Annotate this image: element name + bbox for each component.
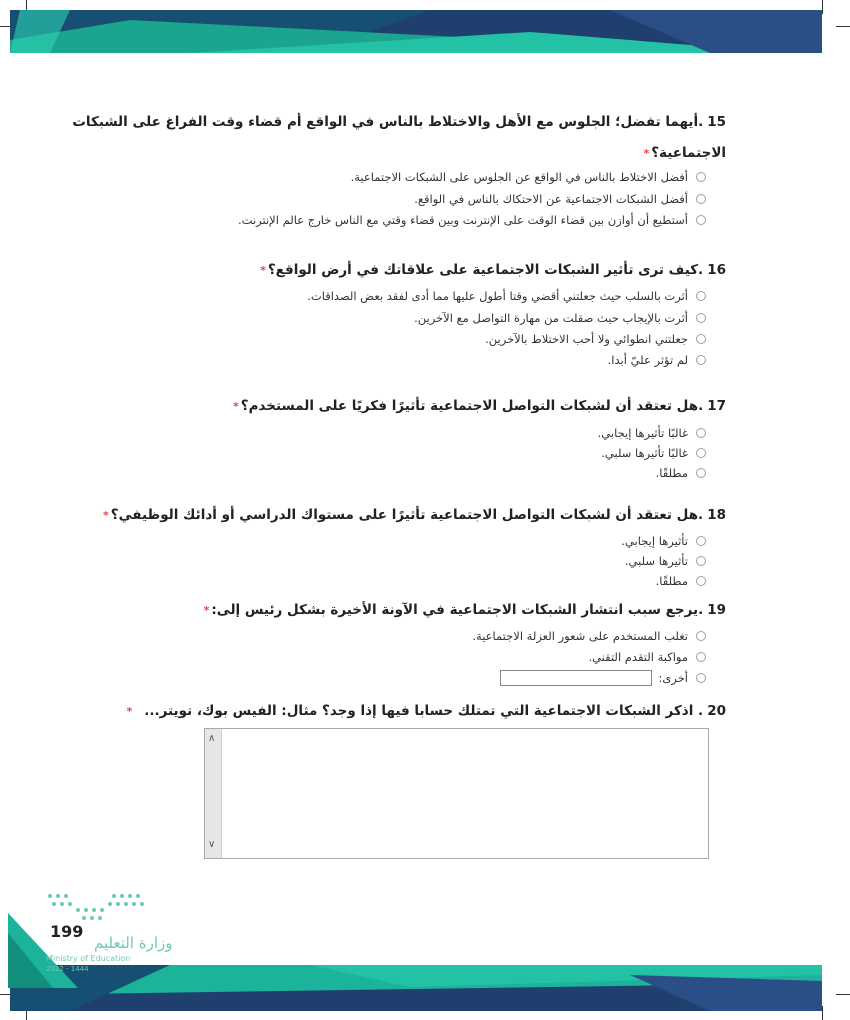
- option-label: مطلقًا.: [655, 574, 688, 588]
- ministry-name-arabic: وزارة التعليم: [94, 934, 173, 952]
- option-label: غالبًا تأثيرها سلبي.: [601, 446, 688, 460]
- required-mark: *: [643, 147, 650, 160]
- radio-button[interactable]: [696, 652, 706, 662]
- question-number: 16: [707, 262, 726, 278]
- q19-option-1[interactable]: [472, 629, 706, 643]
- option-label: تأثيرها إيجابي.: [621, 534, 688, 548]
- option-label: أخرى:: [658, 671, 688, 685]
- radio-button[interactable]: [696, 428, 706, 438]
- q15-option-3[interactable]: [238, 213, 706, 227]
- radio-button[interactable]: [696, 334, 706, 344]
- option-label: أثرت بالسلب حيث جعلتني أقضي وقتا أطول عليها مما أدى لفقد بعض الصداقات.: [307, 289, 688, 303]
- q19-option-3[interactable]: [500, 670, 706, 686]
- question-number: 17: [707, 398, 726, 414]
- question-17-title: [233, 398, 726, 414]
- question-text: .يرجع سبب انتشار الشبكات الاجتماعية في الآونة الأخيرة بشكل رئيس إلى:: [211, 602, 704, 618]
- option-label: لم تؤثر عليّ أبدا.: [607, 353, 688, 367]
- required-mark: *: [103, 509, 109, 522]
- q16-option-2[interactable]: [414, 311, 706, 325]
- q18-option-2[interactable]: [625, 554, 706, 568]
- option-label: مطلقًا.: [655, 466, 688, 480]
- option-label: أثرت بالإيجاب حيث صقلت من مهارة التواصل مع الآخرين.: [414, 311, 688, 325]
- q18-option-1[interactable]: [621, 534, 706, 548]
- question-text: .أيهما تفضل؛ الجلوس مع الأهل والاختلاط بالناس في الواقع أم قضاء وقت الفراغ على الشبكات: [72, 114, 704, 130]
- question-18-title: [103, 507, 726, 523]
- option-label: مواكبة التقدم التقني.: [588, 650, 688, 664]
- question-number: 15: [707, 114, 726, 130]
- radio-button[interactable]: [696, 536, 706, 546]
- q19-option-2[interactable]: [588, 650, 706, 664]
- option-label: تأثيرها سلبي.: [624, 554, 688, 568]
- radio-button[interactable]: [696, 313, 706, 323]
- question-text: .هل تعتقد أن لشبكات التواصل الاجتماعية تأثيرًا فكريًا على المستخدم؟: [240, 398, 704, 414]
- question-15-title: [72, 114, 726, 130]
- scroll-up-icon[interactable]: ∧: [208, 733, 216, 744]
- crop-mark: [836, 994, 850, 995]
- answer-textarea[interactable]: [204, 728, 709, 859]
- q17-option-2[interactable]: [601, 446, 706, 460]
- q16-option-3[interactable]: [485, 332, 706, 346]
- question-text: .هل تعتقد أن لشبكات التواصل الاجتماعية تأثيرًا على مستواك الدراسي أو أدائك الوظيفي؟: [110, 507, 704, 523]
- required-mark: *: [232, 400, 239, 413]
- crop-mark: [836, 26, 850, 27]
- option-label: تغلب المستخدم على شعور العزلة الاجتماعية.: [472, 629, 688, 643]
- question-19-title: [204, 602, 726, 618]
- q18-option-3[interactable]: [656, 574, 706, 588]
- radio-button[interactable]: [696, 448, 706, 458]
- option-label: غالبًا تأثيرها إيجابي.: [597, 426, 688, 440]
- question-text: .كيف ترى تأثير الشبكات الاجتماعية على علاقاتك في أرض الواقع؟: [267, 262, 704, 278]
- q16-option-4[interactable]: [608, 353, 706, 367]
- radio-button[interactable]: [696, 215, 706, 225]
- ministry-name-english: Ministry of Education: [46, 954, 131, 963]
- q16-option-1[interactable]: [307, 289, 706, 303]
- question-20-title: [127, 703, 727, 719]
- question-16-title: [260, 262, 726, 278]
- required-mark: *: [260, 264, 266, 277]
- edition-year: 2022 - 1444: [46, 965, 89, 973]
- footer-banner: [10, 965, 822, 1011]
- required-mark: *: [126, 705, 133, 718]
- required-mark: *: [203, 604, 210, 617]
- q17-option-3[interactable]: [656, 466, 706, 480]
- q17-option-1[interactable]: [598, 426, 706, 440]
- radio-button[interactable]: [696, 631, 706, 641]
- radio-button[interactable]: [696, 194, 706, 204]
- question-number: 20: [707, 703, 726, 719]
- crop-mark: [822, 0, 823, 14]
- q15-option-2[interactable]: [414, 192, 706, 206]
- textarea-scrollbar[interactable]: [205, 729, 222, 858]
- radio-button[interactable]: [696, 291, 706, 301]
- radio-button[interactable]: [696, 172, 706, 182]
- other-text-input[interactable]: [500, 670, 652, 686]
- page-number: 199: [50, 922, 84, 941]
- question-text: الاجتماعية؟: [651, 145, 726, 161]
- option-label: أفضل الشبكات الاجتماعية عن الاحتكاك بالناس في الواقع.: [414, 192, 688, 206]
- header-banner: [10, 10, 822, 53]
- scroll-down-icon[interactable]: ∨: [208, 839, 216, 850]
- question-number: 19: [707, 602, 726, 618]
- option-label: أفضل الاختلاط بالناس في الواقع عن الجلوس على الشبكات الاجتماعية.: [350, 170, 688, 184]
- radio-button[interactable]: [696, 556, 706, 566]
- question-15-title-continued: [643, 145, 726, 161]
- radio-button[interactable]: [696, 355, 706, 365]
- q15-option-1[interactable]: [351, 170, 706, 184]
- question-text: . اذكر الشبكات الاجتماعية التي تمتلك حسابا فيها إذا وجد؟ مثال: الفيس بوك، تويتر...: [144, 703, 704, 719]
- option-label: جعلتني انطوائي ولا أحب الاختلاط بالآخرين.: [485, 332, 688, 346]
- question-number: 18: [707, 507, 726, 523]
- radio-button[interactable]: [696, 468, 706, 478]
- radio-button[interactable]: [696, 576, 706, 586]
- crop-mark: [822, 1006, 823, 1020]
- option-label: أستطيع أن أوازن بين قضاء الوقت على الإنترنت وبين قضاء وقتي مع الناس خارج عالم الإنترنت.: [238, 213, 688, 227]
- radio-button[interactable]: [696, 673, 706, 683]
